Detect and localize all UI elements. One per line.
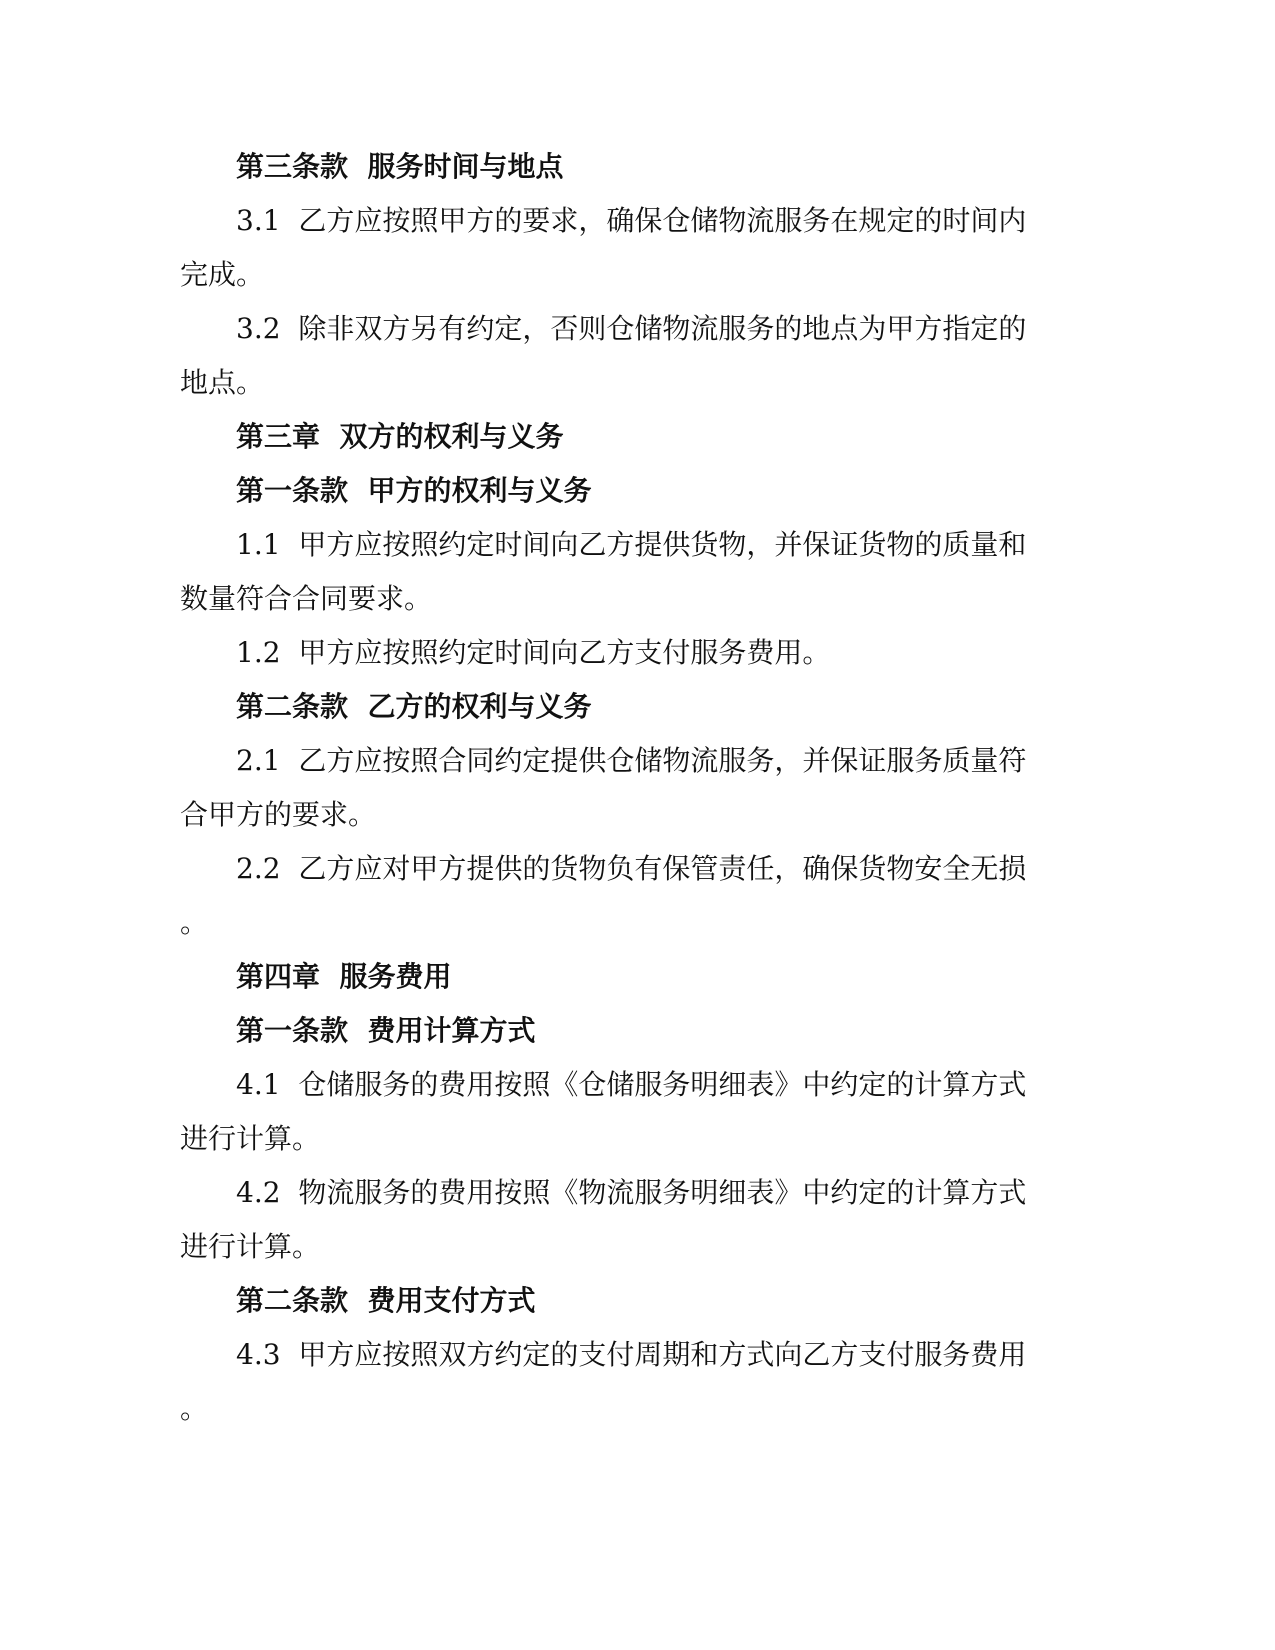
paragraph-line: 4.1 仓储服务的费用按照《仓储服务明细表》中约定的计算方式 bbox=[236, 1068, 1027, 1101]
paragraph-line: 完成。 bbox=[180, 258, 265, 291]
paragraph-line: 3.2 除非双方另有约定，否则仓储物流服务的地点为甲方指定的 bbox=[236, 312, 1027, 345]
paragraph-line: 1.2 甲方应按照约定时间向乙方支付服务费用。 bbox=[236, 636, 831, 669]
section-heading: 第一条款 甲方的权利与义务 bbox=[236, 474, 592, 507]
section-heading: 第二条款 费用支付方式 bbox=[236, 1284, 536, 1317]
paragraph-line: 进行计算。 bbox=[180, 1230, 321, 1263]
paragraph-line: 4.2 物流服务的费用按照《物流服务明细表》中约定的计算方式 bbox=[236, 1176, 1027, 1209]
paragraph-line: 地点。 bbox=[180, 366, 265, 399]
section-heading: 第三条款 服务时间与地点 bbox=[236, 150, 564, 183]
document-body bbox=[180, 140, 1060, 1436]
chapter-heading: 第四章 服务费用 bbox=[236, 960, 452, 993]
paragraph-line: 3.1 乙方应按照甲方的要求，确保仓储物流服务在规定的时间内 bbox=[236, 204, 1027, 237]
paragraph-line: 数量符合合同要求。 bbox=[180, 582, 433, 615]
section-heading: 第二条款 乙方的权利与义务 bbox=[236, 690, 592, 723]
paragraph-line: 2.1 乙方应按照合同约定提供仓储物流服务，并保证服务质量符 bbox=[236, 744, 1027, 777]
paragraph-line: 2.2 乙方应对甲方提供的货物负有保管责任，确保货物安全无损 bbox=[236, 852, 1027, 885]
paragraph-line: 进行计算。 bbox=[180, 1122, 321, 1155]
paragraph-line: 。 bbox=[180, 1392, 209, 1425]
paragraph-line: 。 bbox=[180, 906, 209, 939]
paragraph-line: 1.1 甲方应按照约定时间向乙方提供货物，并保证货物的质量和 bbox=[236, 528, 1027, 561]
section-heading: 第一条款 费用计算方式 bbox=[236, 1014, 536, 1047]
paragraph-line: 合甲方的要求。 bbox=[180, 798, 377, 831]
paragraph-line: 4.3 甲方应按照双方约定的支付周期和方式向乙方支付服务费用 bbox=[236, 1338, 1027, 1371]
chapter-heading: 第三章 双方的权利与义务 bbox=[236, 420, 564, 453]
